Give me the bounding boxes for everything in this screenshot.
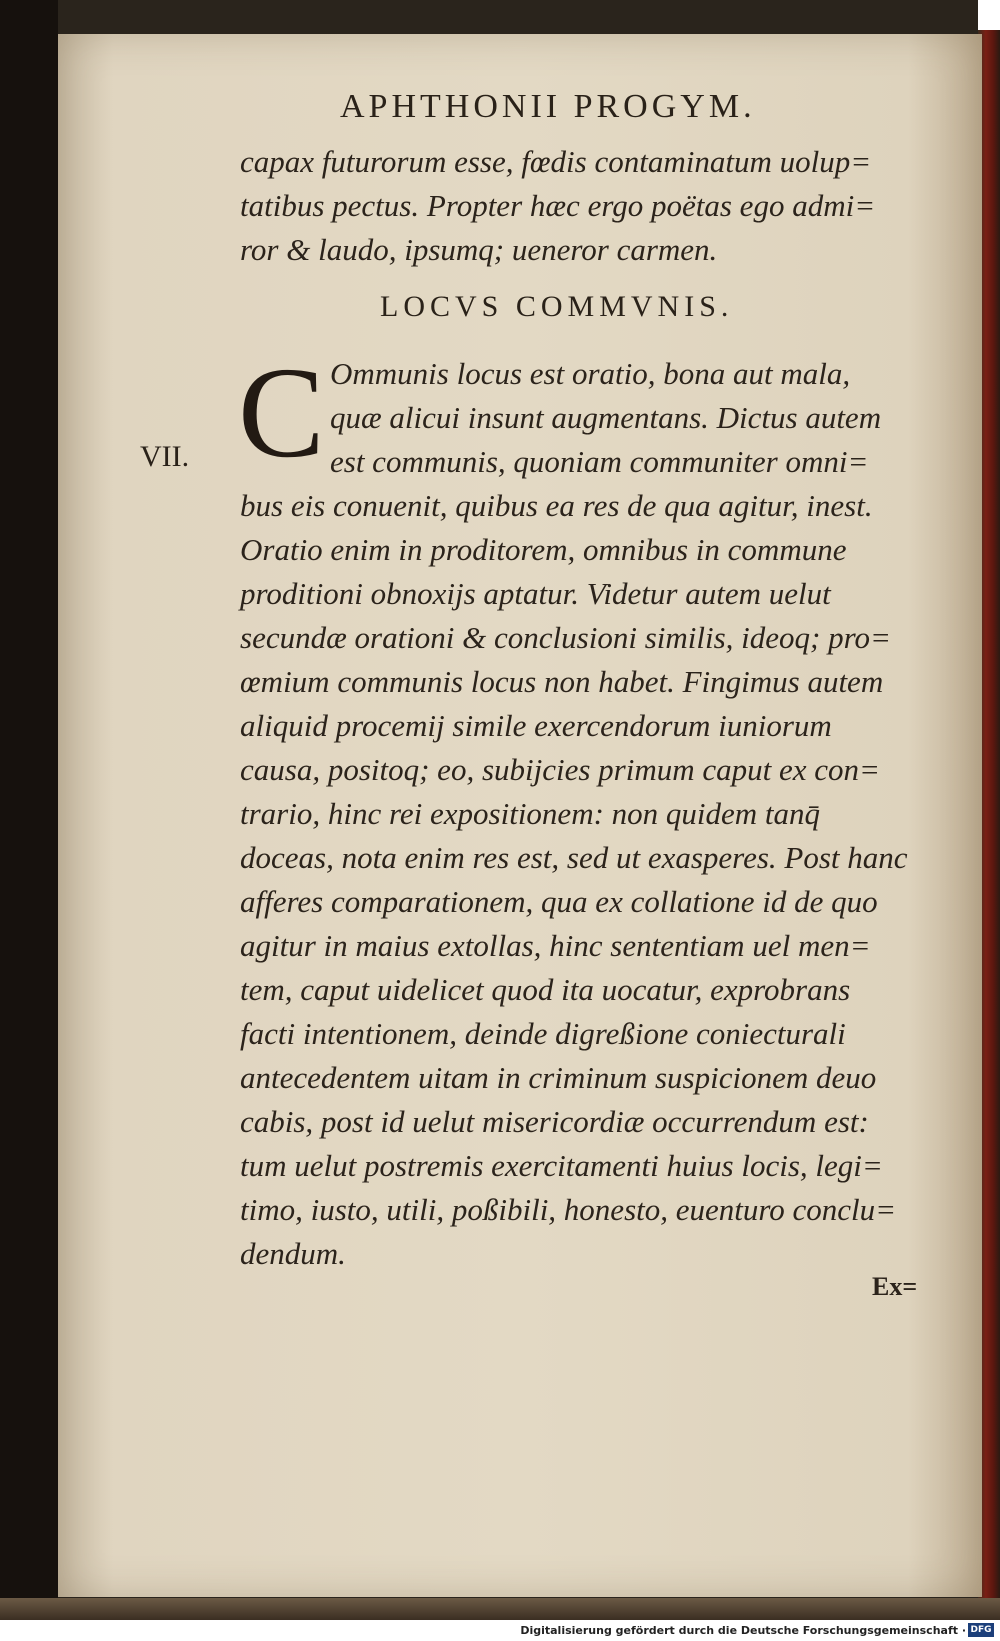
- text-line: tatibus pectus. Propter hæc ergo poëtas ego admi=: [240, 188, 876, 223]
- text-line: afferes comparationem, qua ex collatione id de quo: [240, 884, 878, 919]
- text-line: aliquid procemij simile exercendorum iuniorum: [240, 708, 832, 743]
- text-line: proditioni obnoxijs aptatur. Videtur autem uelut: [240, 576, 831, 611]
- text-line: tem, caput uidelicet quod ita uocatur, exprobrans: [240, 972, 851, 1007]
- top-right-blank: [978, 0, 1000, 30]
- text-line: œmium communis locus non habet. Fingimus autem: [240, 664, 884, 699]
- text-line: timo, iusto, utili, poßibili, honesto, euenturo conclu=: [240, 1192, 897, 1227]
- text-line: antecedentem uitam in criminum suspicionem deuo: [240, 1060, 877, 1095]
- dfg-logo: DFG: [968, 1623, 994, 1637]
- text-line: Oratio enim in proditorem, omnibus in commune: [240, 532, 847, 567]
- text-line: causa, positoq; eo, subijcies primum caput ex con=: [240, 752, 880, 787]
- margin-number: VII.: [140, 440, 190, 473]
- running-head: APHTHONII PROGYM.: [340, 88, 756, 125]
- text-line: Ommunis locus est oratio, bona aut mala,: [330, 356, 851, 391]
- text-line: est communis, quoniam communiter omni=: [330, 444, 869, 479]
- funding-credit: Digitalisierung gefördert durch die Deutsche Forschungsgemeinschaft ·: [520, 1624, 966, 1637]
- text-line: trario, hinc rei expositionem: non quidem tanq̄: [240, 796, 821, 831]
- text-line: ror & laudo, ipsumq; ueneror carmen.: [240, 232, 718, 267]
- text-line: tum uelut postremis exercitamenti huius locis, legi=: [240, 1148, 883, 1183]
- body-text-block: [240, 484, 940, 1276]
- book-bottom-edge: [0, 1598, 1000, 1620]
- text-line: cabis, post id uelut misericordiæ occurrendum est:: [240, 1104, 869, 1139]
- text-line: quæ alicui insunt augmentans. Dictus autem: [330, 400, 882, 435]
- text-line: dendum.: [240, 1236, 346, 1271]
- left-dark-margin: [0, 0, 58, 1598]
- indented-text-block: [330, 352, 1000, 484]
- text-line: agitur in maius extollas, hinc sententiam uel men=: [240, 928, 871, 963]
- text-line: bus eis conuenit, quibus ea res de qua agitur, inest.: [240, 488, 873, 523]
- section-title: LOCVS COMMVNIS.: [380, 290, 734, 323]
- catchword: Ex=: [872, 1272, 918, 1301]
- text-line: facti intentionem, deinde digreßione coniecturali: [240, 1016, 846, 1051]
- top-text-block: [240, 140, 940, 272]
- text-line: secundæ orationi & conclusioni similis, ideoq; pro=: [240, 620, 891, 655]
- drop-cap: C: [238, 341, 325, 485]
- text-line: doceas, nota enim res est, sed ut exasperes. Post hanc: [240, 840, 908, 875]
- text-line: capax futurorum esse, fœdis contaminatum uolup=: [240, 144, 872, 179]
